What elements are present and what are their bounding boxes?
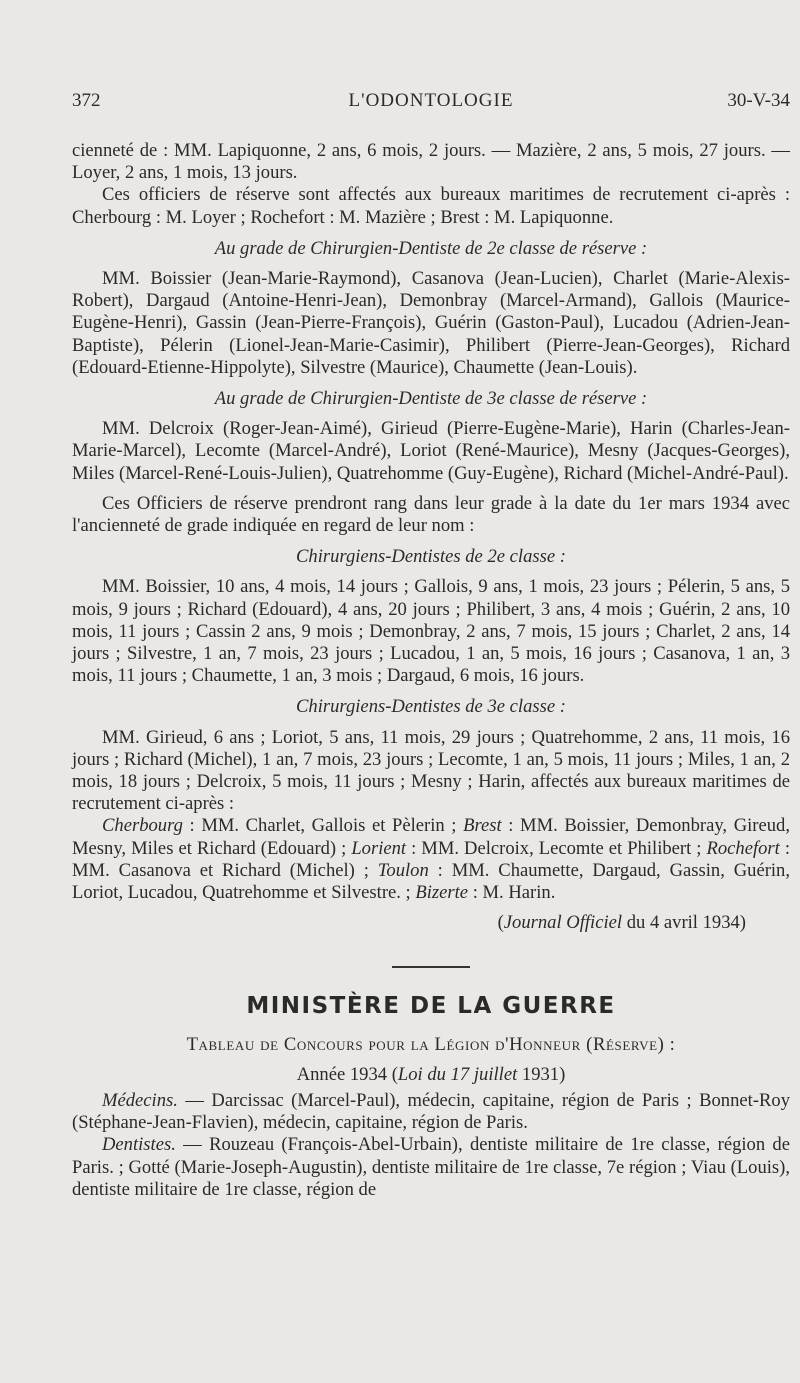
bizerte-label: Bizerte: [415, 882, 469, 904]
seniority-2-caption: Chirurgiens-Dentistes de 2e classe :: [296, 546, 566, 568]
medecins-paragraph: [72, 1090, 790, 1134]
lorient-label: Lorient: [351, 837, 407, 859]
rochefort-label: Rochefort: [706, 837, 780, 859]
brest-list: : MM. Boissier, Demonbray, Gireud, Mesny, Miles et Richard (Edouard) ;: [72, 815, 790, 859]
page-body: [72, 140, 790, 1201]
page-number: 372: [72, 90, 101, 111]
law-year: 1931): [517, 1063, 566, 1085]
issue-date: 30-V-34: [727, 90, 790, 111]
grade-3-caption: Au grade de Chirurgien-Dentiste de 3e classe de réserve :: [214, 388, 648, 410]
assignment-paragraph: Ces officiers de réserve sont affectés aux bureaux maritimes de recrutement ci-après : Cherbourg : M. Loyer ; Rochefort : M. Mazière ; Brest : M. Lapiquonne.: [72, 184, 790, 228]
dentistes-list: — Rouzeau (François-Abel-Urbain), dentiste militaire de 1re classe, région de Paris. ; Gotté (Marie-Joseph-Augustin), dentiste militaire de 1re classe, 7e région ; Viau (Louis), dentiste militaire de 1re classe, région de: [72, 1134, 790, 1200]
citation-open-paren: (: [497, 912, 504, 934]
year-text: Année 1934 (: [296, 1063, 398, 1085]
source-citation: [72, 912, 790, 934]
dentistes-paragraph: [72, 1134, 790, 1201]
cherbourg-label: Cherbourg: [102, 815, 183, 837]
seniority-3-list: MM. Girieud, 6 ans ; Loriot, 5 ans, 11 mois, 29 jours ; Quatrehomme, 2 ans, 11 mois, 16 jours ; Richard (Michel), 1 an, 7 mois, 23 jours ; Lecomte, 1 an, 5 mois, 11 jours ; Miles, 1 an, 2 mois, 18 jours ; Delcroix, 5 mois, 11 jours ; Mesny ; Harin, affectés aux bureaux maritimes de recrutement ci-après :: [72, 726, 790, 815]
brest-label: Brest: [463, 815, 502, 837]
law-text: Loi du 17 juillet: [397, 1063, 518, 1085]
medecins-list: — Darcissac (Marcel-Paul), médecin, capitaine, région de Paris ; Bonnet-Roy (Stéphane-Jean-Flavien), médecin, capitaine, région de Paris.: [72, 1089, 790, 1134]
ministry-heading: MINISTÈRE DE LA GUERRE: [246, 992, 616, 1019]
citation-date: du 4 avril 1934): [622, 912, 746, 934]
section-divider: [392, 966, 470, 968]
bizerte-list: : M. Harin.: [468, 882, 556, 904]
ministry-subheading: Tableau de Concours pour la Légion d'Honneur (Réserve) :: [186, 1033, 676, 1055]
lorient-list: : MM. Delcroix, Lecomte et Philibert ;: [406, 837, 707, 859]
grade-2-names: MM. Boissier (Jean-Marie-Raymond), Casanova (Jean-Lucien), Charlet (Marie-Alexis-Robert), Dargaud (Antoine-Henri-Jean), Demonbray (Marcel-Armand), Gallois (Maurice-Eugène-Henri), Gassin (Jean-Pierre-François), Guérin (Gaston-Paul), Lucadou (Adrien-Jean-Baptiste), Pélerin (Lionel-Jean-Marie-Casimir), Philibert (Pierre-Jean-Georges), Richard (Edouard-Etienne-Hippolyte), Silvestre (Maurice), Chaumette (Jean-Louis).: [72, 268, 790, 378]
cherbourg-list: : MM. Charlet, Gallois et Pèlerin ;: [182, 815, 464, 837]
seniority-continuation: cienneté de : MM. Lapiquonne, 2 ans, 6 mois, 2 jours. — Mazière, 2 ans, 5 mois, 27 jours. — Loyer, 2 ans, 1 mois, 13 jours.: [72, 140, 790, 184]
seniority-3-caption: Chirurgiens-Dentistes de 3e classe :: [296, 696, 566, 718]
rank-note: Ces Officiers de réserve prendront rang dans leur grade à la date du 1er mars 1934 avec l'ancienneté de grade indiquée en regard de leur nom :: [72, 492, 790, 537]
port-assignments: [72, 815, 790, 904]
journal-title: L'ODONTOLOGIE: [348, 90, 514, 111]
toulon-list: : MM. Chaumette, Dargaud, Gassin, Guérin, Loriot, Lucadou, Quatrehomme et Silvestre. ;: [72, 859, 791, 904]
rochefort-list: : MM. Casanova et Richard (Michel) ;: [72, 837, 790, 881]
grade-2-caption: Au grade de Chirurgien-Dentiste de 2e classe de réserve :: [214, 237, 648, 259]
medecins-label: Médecins.: [102, 1089, 178, 1111]
citation-journal: Journal Officiel: [503, 912, 623, 934]
grade-3-names: MM. Delcroix (Roger-Jean-Aimé), Girieud (Pierre-Eugène-Marie), Harin (Charles-Jean-Marie-Marcel), Lecomte (Marcel-André), Loriot (René-Maurice), Mesny (Jacques-Georges), Miles (Marcel-René-Louis-Julien), Quatrehomme (Guy-Eugène), Richard (Michel-André-Paul).: [72, 418, 790, 484]
toulon-label: Toulon: [377, 859, 429, 881]
dentistes-label: Dentistes.: [102, 1134, 176, 1156]
year-line: [72, 1064, 790, 1086]
seniority-2-list: MM. Boissier, 10 ans, 4 mois, 14 jours ; Gallois, 9 ans, 1 mois, 23 jours ; Pélerin, 5 ans, 5 mois, 9 jours ; Richard (Edouard), 4 ans, 20 jours ; Philibert, 3 ans, 4 mois ; Guérin, 2 ans, 10 mois, 11 jours ; Cassin 2 ans, 9 mois ; Demonbray, 2 ans, 7 mois, 15 jours ; Charlet, 2 ans, 14 jours ; Silvestre, 1 an, 7 mois, 23 jours ; Lucadou, 1 an, 5 mois, 16 jours ; Casanova, 1 an, 3 mois, 11 jours ; Chaumette, 1 an, 3 mois ; Dargaud, 6 mois, 16 jours.: [72, 576, 790, 687]
running-header: [72, 90, 790, 114]
